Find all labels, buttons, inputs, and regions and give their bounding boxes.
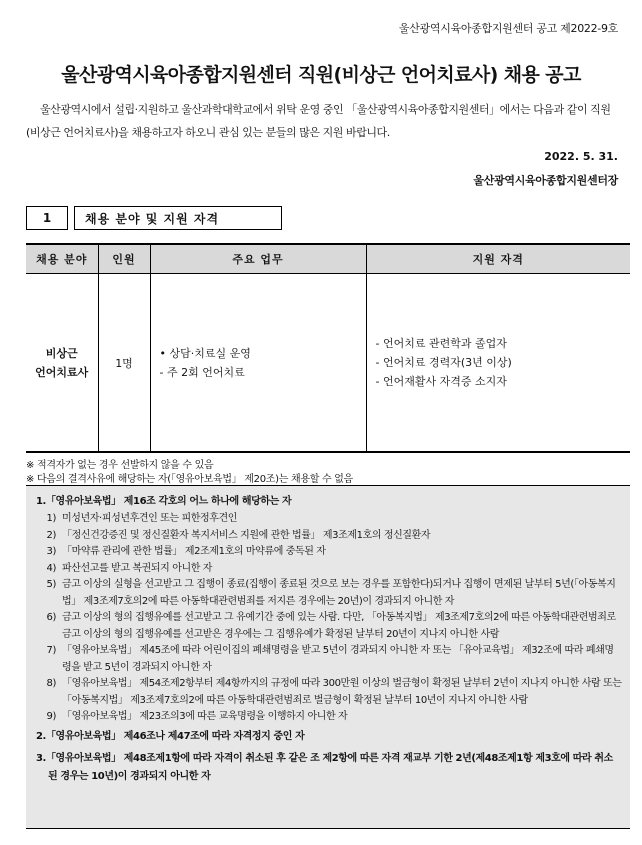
header-qualifications: 지원 자격 <box>366 244 630 274</box>
list-item <box>36 610 622 643</box>
footnote: ※ 적격자가 없는 경우 선발하지 않을 수 있음 <box>26 460 214 471</box>
cell-count: 1명 <box>98 274 150 453</box>
field-line: 언어치료사 <box>35 365 89 379</box>
list-item <box>36 709 622 726</box>
cell-qualifications <box>366 274 630 453</box>
sub-item-text: 「영유아보육법」 제23조의3에 따른 교육명령을 이행하지 아니한 자 <box>62 711 348 722</box>
sub-item-text: 「영유아보육법」 제54조제2항부터 제4항까지의 규정에 따라 300만원 이상의 벌금형이 확정된 날부터 2년이 지나지 아니한 사람 또는 「아동복지법」 제3조제7호의2에 따른 아동학대관련범죄로 벌금형이 확정된 날부터 10년이 지나지 아니한 사람 <box>62 678 622 706</box>
list-item <box>36 511 622 528</box>
announcement-date: 2022. 5. 31. <box>544 150 618 163</box>
field-line: 비상근 <box>45 346 78 360</box>
sub-item-text: 금고 이상의 형의 집행유예를 선고받고 그 유예기간 중에 있는 사람. 다만, 「아동복지법」 제3조제7호의2에 따른 아동학대관련범죄로 금고 이상의 형의 집행유예를 선고받은 경우에는 그 집행유예가 확정된 날부터 20년이 지나지 아니한 사람 <box>62 612 616 640</box>
page-title: 울산광역시육아종합지원센터 직원(비상근 언어치료사) 채용 공고 <box>61 64 581 86</box>
table-row <box>26 274 630 453</box>
section-title: 채용 분야 및 지원 자격 <box>74 206 282 230</box>
sub-item-text: 「마약류 관리에 관한 법률」 제2조제1호의 마약류에 중독된 자 <box>62 546 326 557</box>
sub-item-text: 금고 이상의 실형을 선고받고 그 집행이 종료(집행이 종료된 것으로 보는 경우를 포함한다)되거나 집행이 면제된 날부터 5년(「아동복지법」 제3조제7호의2에 따른 아동학대관련범죄를 저지른 경우에는 20년)이 경과되지 아니한 자 <box>62 579 616 607</box>
disqualification-item: 2.「영유아보육법」 제46조나 제47조에 따라 자격정지 중인 자 <box>36 730 305 742</box>
disqualification-box <box>26 485 630 829</box>
section-number: 1 <box>26 206 68 230</box>
sub-item-text: 「영유아보육법」 제45조에 따라 어린이집의 폐쇄명령을 받고 5년이 경과되지 아니한 자 또는 「유아교육법」 제32조에 따라 폐쇄명령을 받고 5년이 경과되지 아니한 자 <box>62 645 614 673</box>
list-item: - 언어치료 관련학과 졸업자 <box>375 337 507 350</box>
list-item <box>36 528 622 545</box>
recruitment-table <box>26 243 630 453</box>
header-duties: 주요 업무 <box>150 244 366 274</box>
notice-number: 울산광역시육아종합지원센터 공고 제2022-9호 <box>398 22 618 35</box>
list-item: • 상담·치료실 운영 <box>159 346 251 360</box>
sub-item-number: 6) <box>46 612 56 623</box>
sub-item-list <box>36 511 622 726</box>
table-header-row <box>26 244 630 274</box>
sub-item-number: 4) <box>46 562 56 574</box>
sub-item-number: 5) <box>46 579 56 590</box>
sub-item-number: 1) <box>46 513 56 524</box>
sub-item-number: 2) <box>46 529 56 541</box>
sub-item-text: 파산선고를 받고 복권되지 아니한 자 <box>62 562 213 574</box>
list-item: - 주 2회 언어치료 <box>159 365 245 379</box>
issuer-name: 울산광역시육아종합지원센터장 <box>473 174 618 187</box>
list-item: - 언어재활사 자격증 소지자 <box>375 375 507 388</box>
sub-item-number: 3) <box>46 546 56 557</box>
cell-duties <box>150 274 366 453</box>
list-item <box>36 561 622 578</box>
list-item <box>36 676 622 709</box>
list-item <box>36 643 622 676</box>
header-field: 채용 분야 <box>26 244 98 274</box>
sub-item-number: 7) <box>46 645 56 656</box>
list-item <box>36 544 622 561</box>
duty-list <box>152 344 365 382</box>
list-item: - 언어치료 경력자(3년 이상) <box>375 356 512 369</box>
footnote: ※ 다음의 결격사유에 해당하는 자(「영유아보육법」 제20조)는 채용할 수 없음 <box>26 474 353 485</box>
intro-paragraph: 울산광역시에서 설립·지원하고 울산과학대학교에서 위탁 운영 중인 「울산광역시육아종합지원센터」에서는 다음과 같이 직원(비상근 언어치료사)을 채용하고자 하오니 관심 있는 분들의 많은 지원 바랍니다. <box>26 103 611 139</box>
qualification-list <box>368 334 630 391</box>
sub-item-number: 8) <box>46 678 56 689</box>
sub-item-text: 미성년자·피성년후견인 또는 피한정후견인 <box>62 513 238 524</box>
cell-field <box>26 274 98 453</box>
sub-item-number: 9) <box>46 711 56 722</box>
header-count: 인원 <box>98 244 150 274</box>
sub-item-text: 「정신건강증진 및 정신질환자 복지서비스 지원에 관한 법률」 제3조제1호의 정신질환자 <box>62 529 431 541</box>
disqualification-item: 1.「영유아보육법」 제16조 각호의 어느 하나에 해당하는 자 <box>36 496 292 507</box>
disqualification-item: 3.「영유아보육법」 제48조제1항에 따라 자격이 취소된 후 같은 조 제2항에 따른 자격 재교부 기한 2년(제48조제1항 제3호에 따라 취소된 경우는 10년)이 경과되지 아니한 자 <box>36 752 613 782</box>
list-item <box>36 577 622 610</box>
